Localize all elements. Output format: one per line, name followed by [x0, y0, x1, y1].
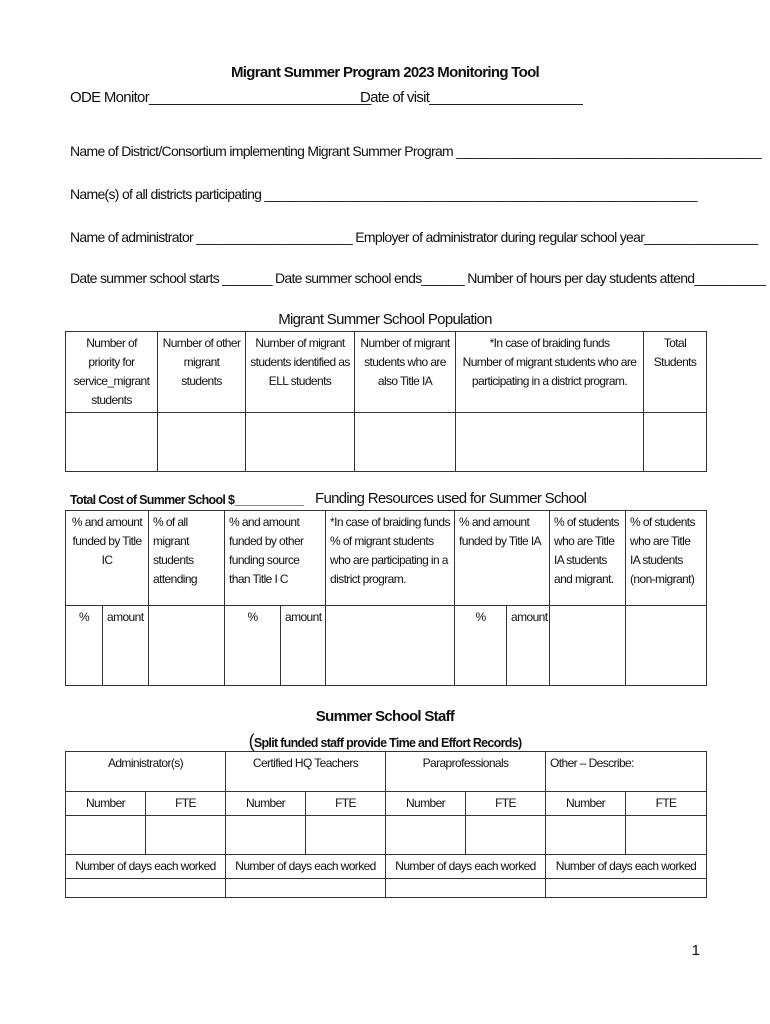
- population-header-other-migrant: Number of other migrant students: [158, 332, 246, 413]
- staff-cell[interactable]: [66, 816, 146, 855]
- dates-hours-field[interactable]: Date summer school starts _______ Date summer school ends______ Number of hours per day students attend__________: [70, 270, 766, 286]
- staff-cell[interactable]: [466, 816, 546, 855]
- date-of-visit-line: [360, 89, 582, 106]
- staff-number-header: Number: [546, 792, 626, 816]
- population-header-title-ia: Number of migrant students who are also Title IA: [355, 332, 456, 413]
- staff-number-header: Number: [66, 792, 146, 816]
- funding-amount-title-ia[interactable]: amount: [507, 606, 550, 686]
- staff-group-paraprofessionals: Paraprofessionals: [386, 752, 546, 792]
- population-header-ell: Number of migrant students identified as ELL students: [246, 332, 355, 413]
- ode-monitor-label: ODE Monitor: [70, 89, 149, 106]
- population-cell[interactable]: [355, 413, 456, 472]
- staff-subtitle: [0, 731, 770, 752]
- funding-pct-title-ia[interactable]: %: [455, 606, 507, 686]
- population-cell[interactable]: [246, 413, 355, 472]
- population-cell[interactable]: [644, 413, 707, 472]
- page-number: 1: [691, 942, 700, 959]
- funding-header-title-ia: % and amount funded by Title IA: [455, 511, 550, 606]
- population-cell[interactable]: [66, 413, 158, 472]
- staff-group-other: Other – Describe:: [546, 752, 707, 792]
- population-header-total: Total Students: [644, 332, 707, 413]
- staff-cell[interactable]: [146, 816, 226, 855]
- funding-cell[interactable]: [149, 606, 225, 686]
- staff-cell[interactable]: [626, 816, 707, 855]
- funding-amount-title-ic[interactable]: amount: [103, 606, 149, 686]
- funding-cell[interactable]: [326, 606, 455, 686]
- participating-districts-field[interactable]: Name(s) of all districts participating _____________________________________________________________: [70, 186, 697, 202]
- funding-pct-other[interactable]: %: [225, 606, 281, 686]
- staff-days-cell[interactable]: [226, 879, 386, 898]
- staff-group-administrators: Administrator(s): [66, 752, 226, 792]
- total-cost-field[interactable]: Total Cost of Summer School $___________: [70, 493, 303, 507]
- staff-group-teachers: Certified HQ Teachers: [226, 752, 386, 792]
- district-field[interactable]: Name of District/Consortium implementing Migrant Summer Program ___________________________________________: [70, 143, 761, 159]
- funding-header-title-ia-migrant: % of students who are Title IA students and migrant.: [550, 511, 626, 606]
- administrator-field[interactable]: Name of administrator ______________________ Employer of administrator during regular school year________________: [70, 229, 758, 245]
- funding-title: Funding Resources used for Summer School: [315, 490, 587, 507]
- population-cell[interactable]: [456, 413, 644, 472]
- population-cell[interactable]: [158, 413, 246, 472]
- staff-days-teachers: Number of days each worked: [226, 855, 386, 879]
- funding-pct-title-ic[interactable]: %: [66, 606, 103, 686]
- staff-days-paraprofessionals: Number of days each worked: [386, 855, 546, 879]
- staff-days-cell[interactable]: [386, 879, 546, 898]
- funding-header-braiding: *In case of braiding funds % of migrant students who are participating in a district program.: [326, 511, 455, 606]
- staff-cell[interactable]: [306, 816, 386, 855]
- population-table: [65, 331, 707, 472]
- staff-number-header: Number: [386, 792, 466, 816]
- staff-title: Summer School Staff: [315, 708, 455, 725]
- staff-days-cell[interactable]: [66, 879, 226, 898]
- ode-monitor-field[interactable]: _____________________________: [149, 89, 371, 106]
- funding-header-all-migrant: % of all migrant students attending: [149, 511, 225, 606]
- population-header-braiding: *In case of braiding funds Number of migrant students who are participating in a district program.: [456, 332, 644, 413]
- date-of-visit-label: Date of visit: [360, 89, 430, 106]
- staff-days-administrators: Number of days each worked: [66, 855, 226, 879]
- funding-header-other-source: % and amount funded by other funding source than Title I C: [225, 511, 326, 606]
- staff-table: [65, 751, 707, 898]
- population-header-priority: Number of priority for service_migrant students: [66, 332, 158, 413]
- population-title: Migrant Summer School Population: [278, 311, 492, 328]
- staff-days-cell[interactable]: [546, 879, 707, 898]
- staff-fte-header: FTE: [146, 792, 226, 816]
- funding-header-title-ia-non-migrant: % of students who are Title IA students (non-migrant): [626, 511, 707, 606]
- funding-amount-other[interactable]: amount: [281, 606, 326, 686]
- funding-cell[interactable]: [550, 606, 626, 686]
- staff-fte-header: FTE: [626, 792, 707, 816]
- staff-fte-header: FTE: [466, 792, 546, 816]
- staff-days-other: Number of days each worked: [546, 855, 707, 879]
- funding-header-title-ic: % and amount funded by Title IC: [66, 511, 149, 606]
- funding-cell[interactable]: [626, 606, 707, 686]
- staff-subtitle-paren: (: [248, 731, 254, 751]
- staff-cell[interactable]: [386, 816, 466, 855]
- funding-table: [65, 510, 707, 686]
- ode-monitor-line: [70, 89, 371, 106]
- staff-fte-header: FTE: [306, 792, 386, 816]
- date-of-visit-field[interactable]: ____________________: [429, 89, 583, 106]
- staff-subtitle-text: Split funded staff provide Time and Effort Records): [253, 736, 522, 750]
- staff-cell[interactable]: [226, 816, 306, 855]
- staff-cell[interactable]: [546, 816, 626, 855]
- staff-number-header: Number: [226, 792, 306, 816]
- document-title: Migrant Summer Program 2023 Monitoring Tool: [231, 64, 539, 81]
